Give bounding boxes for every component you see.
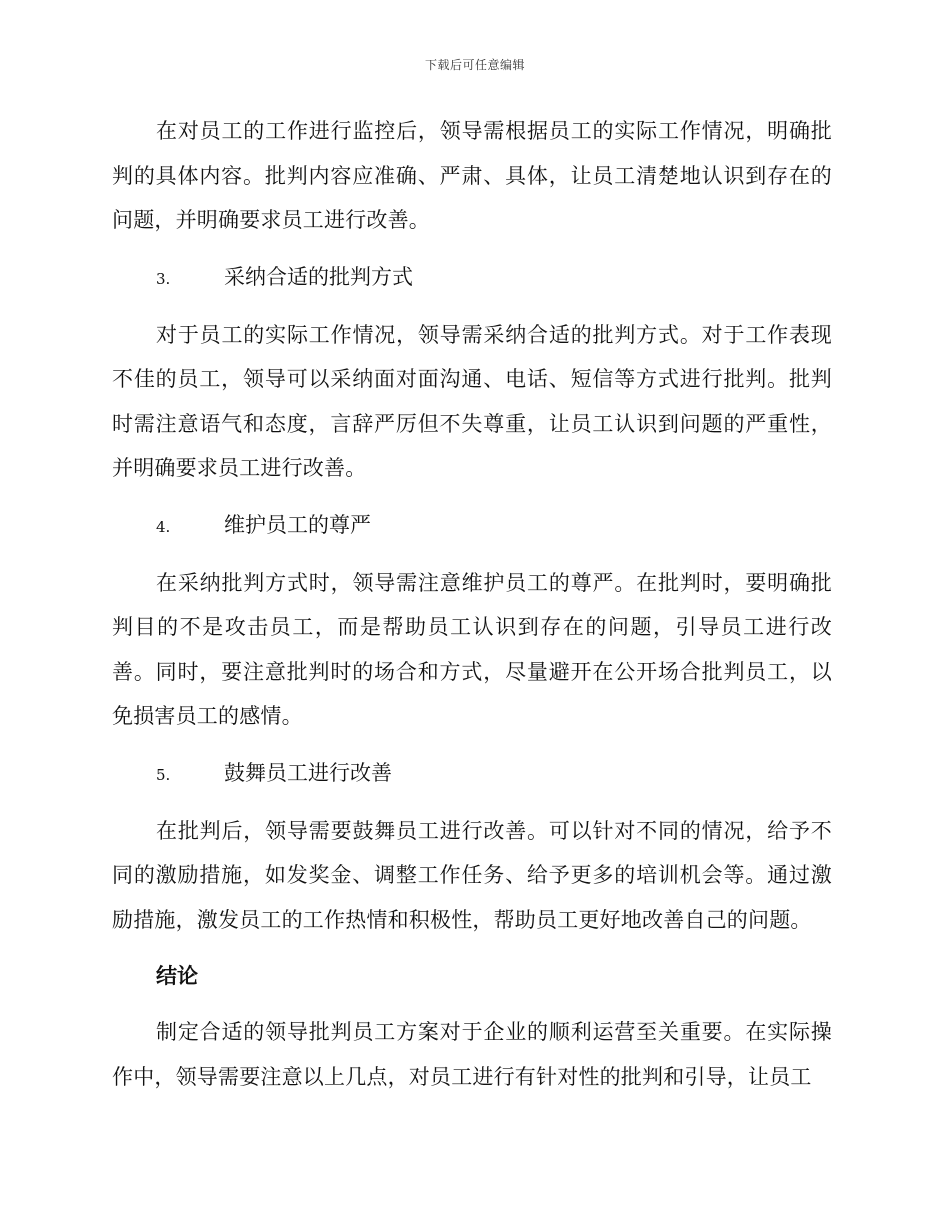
section-heading-4	[112, 503, 832, 549]
section-title: 鼓舞员工进行改善	[224, 760, 392, 785]
section-heading-3	[112, 255, 832, 301]
section-title: 维护员工的尊严	[224, 512, 371, 537]
paragraph-encouragement: 在批判后，领导需要鼓舞员工进行改善。可以针对不同的情况，给予不同的激励措施，如发奖金、调整工作任务、给予更多的培训机会等。通过激励措施，激发员工的工作热情和积极性，帮助员工更好地改善自己的问题。	[112, 818, 832, 932]
document-body	[112, 109, 832, 1111]
section-number: 4.	[156, 517, 171, 536]
section-number: 3.	[156, 269, 171, 288]
paragraph-conclusion: 制定合适的领导批判员工方案对于企业的顺利运营至关重要。在实际操作中，领导需要注意以上几点，对员工进行有针对性的批判和引导，让员工	[112, 1020, 832, 1089]
section-number: 5.	[156, 765, 171, 784]
paragraph-dignity: 在采纳批判方式时，领导需注意维护员工的尊严。在批判时，要明确批判目的不是攻击员工，而是帮助员工认识到存在的问题，引导员工进行改善。同时，要注意批判时的场合和方式，尽量避开在公开场合批判员工，以免损害员工的感情。	[112, 570, 832, 728]
section-heading-5	[112, 751, 832, 797]
paragraph-monitoring: 在对员工的工作进行监控后，领导需根据员工的实际工作情况，明确批判的具体内容。批判内容应准确、严肃、具体，让员工清楚地认识到存在的问题，并明确要求员工进行改善。	[112, 119, 832, 232]
conclusion-heading: 结论	[156, 964, 198, 988]
paragraph-criticism-method: 对于员工的实际工作情况，领导需采纳合适的批判方式。对于工作表现不佳的员工，领导可以采纳面对面沟通、电话、短信等方式进行批判。批判时需注意语气和态度，言辞严厉但不失尊重，让员工认识到问题的严重性，并明确要求员工进行改善。	[112, 322, 832, 480]
header-note: 下载后可任意编辑	[424, 58, 525, 72]
section-title: 采纳合适的批判方式	[224, 264, 413, 289]
